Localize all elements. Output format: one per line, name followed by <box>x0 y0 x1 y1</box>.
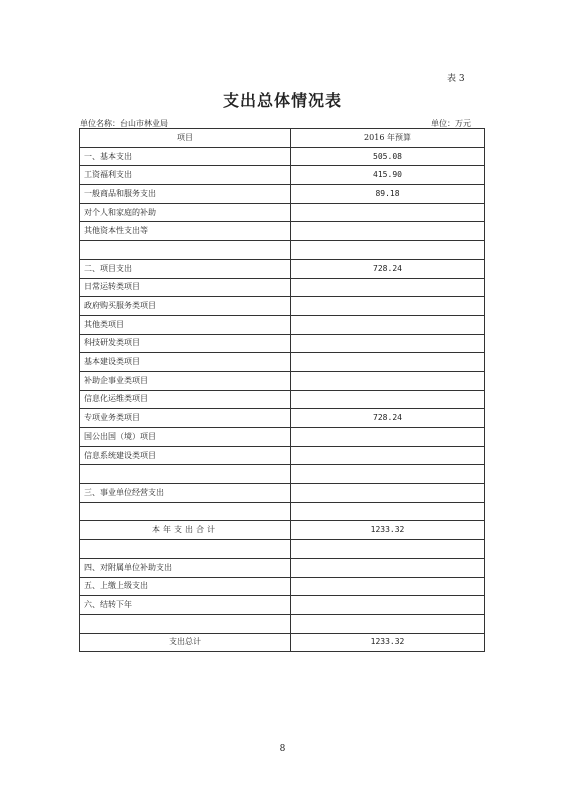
row-value <box>291 596 485 615</box>
row-value: 415.90 <box>291 166 485 185</box>
row-label: 信息化运维类项目 <box>80 390 291 409</box>
row-value: 89.18 <box>291 185 485 204</box>
table-row <box>80 502 485 521</box>
table-row <box>80 596 485 615</box>
currency-unit-label: 单位：万元 <box>431 119 471 128</box>
table-row <box>80 577 485 596</box>
row-label: 信息系统建设类项目 <box>80 446 291 465</box>
table-header-row <box>80 129 485 148</box>
table-row <box>80 465 485 484</box>
row-label <box>80 465 291 484</box>
row-value <box>291 446 485 465</box>
row-label: 三、事业单位经营支出 <box>80 484 291 503</box>
table-row <box>80 371 485 390</box>
table-row <box>80 147 485 166</box>
table-number-label: 表 3 <box>447 74 465 84</box>
row-value <box>291 577 485 596</box>
row-label: 五、上缴上级支出 <box>80 577 291 596</box>
table-row <box>80 297 485 316</box>
row-value <box>291 222 485 241</box>
table-row <box>80 521 485 540</box>
row-value: 728.24 <box>291 259 485 278</box>
table-row <box>80 484 485 503</box>
row-value <box>291 241 485 260</box>
row-label: 国公出国（境）项目 <box>80 428 291 447</box>
row-value: 728.24 <box>291 409 485 428</box>
row-label: 支出总计 <box>80 633 291 652</box>
table-row <box>80 540 485 559</box>
table-row <box>80 446 485 465</box>
row-value <box>291 278 485 297</box>
table-row <box>80 633 485 652</box>
row-label: 其他资本性支出等 <box>80 222 291 241</box>
row-label: 二、项目支出 <box>80 259 291 278</box>
row-label <box>80 241 291 260</box>
table-row <box>80 390 485 409</box>
row-label: 日常运转类项目 <box>80 278 291 297</box>
table-row <box>80 185 485 204</box>
row-value <box>291 428 485 447</box>
column-header-budget: 2016 年预算 <box>291 129 485 148</box>
row-value <box>291 540 485 559</box>
table-row <box>80 353 485 372</box>
row-value: 1233.32 <box>291 521 485 540</box>
row-label: 政府购买服务类项目 <box>80 297 291 316</box>
row-value <box>291 502 485 521</box>
row-label: 科技研发类项目 <box>80 334 291 353</box>
expenditure-table <box>79 128 485 652</box>
page-number: 8 <box>279 744 286 754</box>
row-value <box>291 297 485 316</box>
row-label: 本年支出合计 <box>80 521 291 540</box>
unit-name-label: 单位名称：台山市林业局 <box>80 119 168 128</box>
table-row <box>80 166 485 185</box>
table-row <box>80 315 485 334</box>
row-value <box>291 558 485 577</box>
table-row <box>80 259 485 278</box>
table-row <box>80 409 485 428</box>
row-value <box>291 203 485 222</box>
row-label <box>80 614 291 633</box>
row-value: 1233.32 <box>291 633 485 652</box>
row-value <box>291 390 485 409</box>
table-row <box>80 558 485 577</box>
row-label: 专项业务类项目 <box>80 409 291 428</box>
table-row <box>80 241 485 260</box>
row-value <box>291 484 485 503</box>
table-row <box>80 428 485 447</box>
row-label: 其他类项目 <box>80 315 291 334</box>
row-value <box>291 371 485 390</box>
page-title: 支出总体情况表 <box>222 91 342 110</box>
table-row <box>80 203 485 222</box>
table-row <box>80 614 485 633</box>
row-value <box>291 315 485 334</box>
table-row <box>80 334 485 353</box>
table-row <box>80 222 485 241</box>
row-value: 505.08 <box>291 147 485 166</box>
row-label: 四、对附属单位补助支出 <box>80 558 291 577</box>
column-header-item: 项目 <box>80 129 291 148</box>
row-value <box>291 334 485 353</box>
row-label <box>80 540 291 559</box>
table-row <box>80 278 485 297</box>
row-label: 六、结转下年 <box>80 596 291 615</box>
row-label <box>80 502 291 521</box>
row-label: 一、基本支出 <box>80 147 291 166</box>
row-value <box>291 465 485 484</box>
row-label: 基本建设类项目 <box>80 353 291 372</box>
row-value <box>291 614 485 633</box>
row-label: 工资福利支出 <box>80 166 291 185</box>
row-label: 一般商品和服务支出 <box>80 185 291 204</box>
row-value <box>291 353 485 372</box>
row-label: 补助企事业类项目 <box>80 371 291 390</box>
row-label: 对个人和家庭的补助 <box>80 203 291 222</box>
